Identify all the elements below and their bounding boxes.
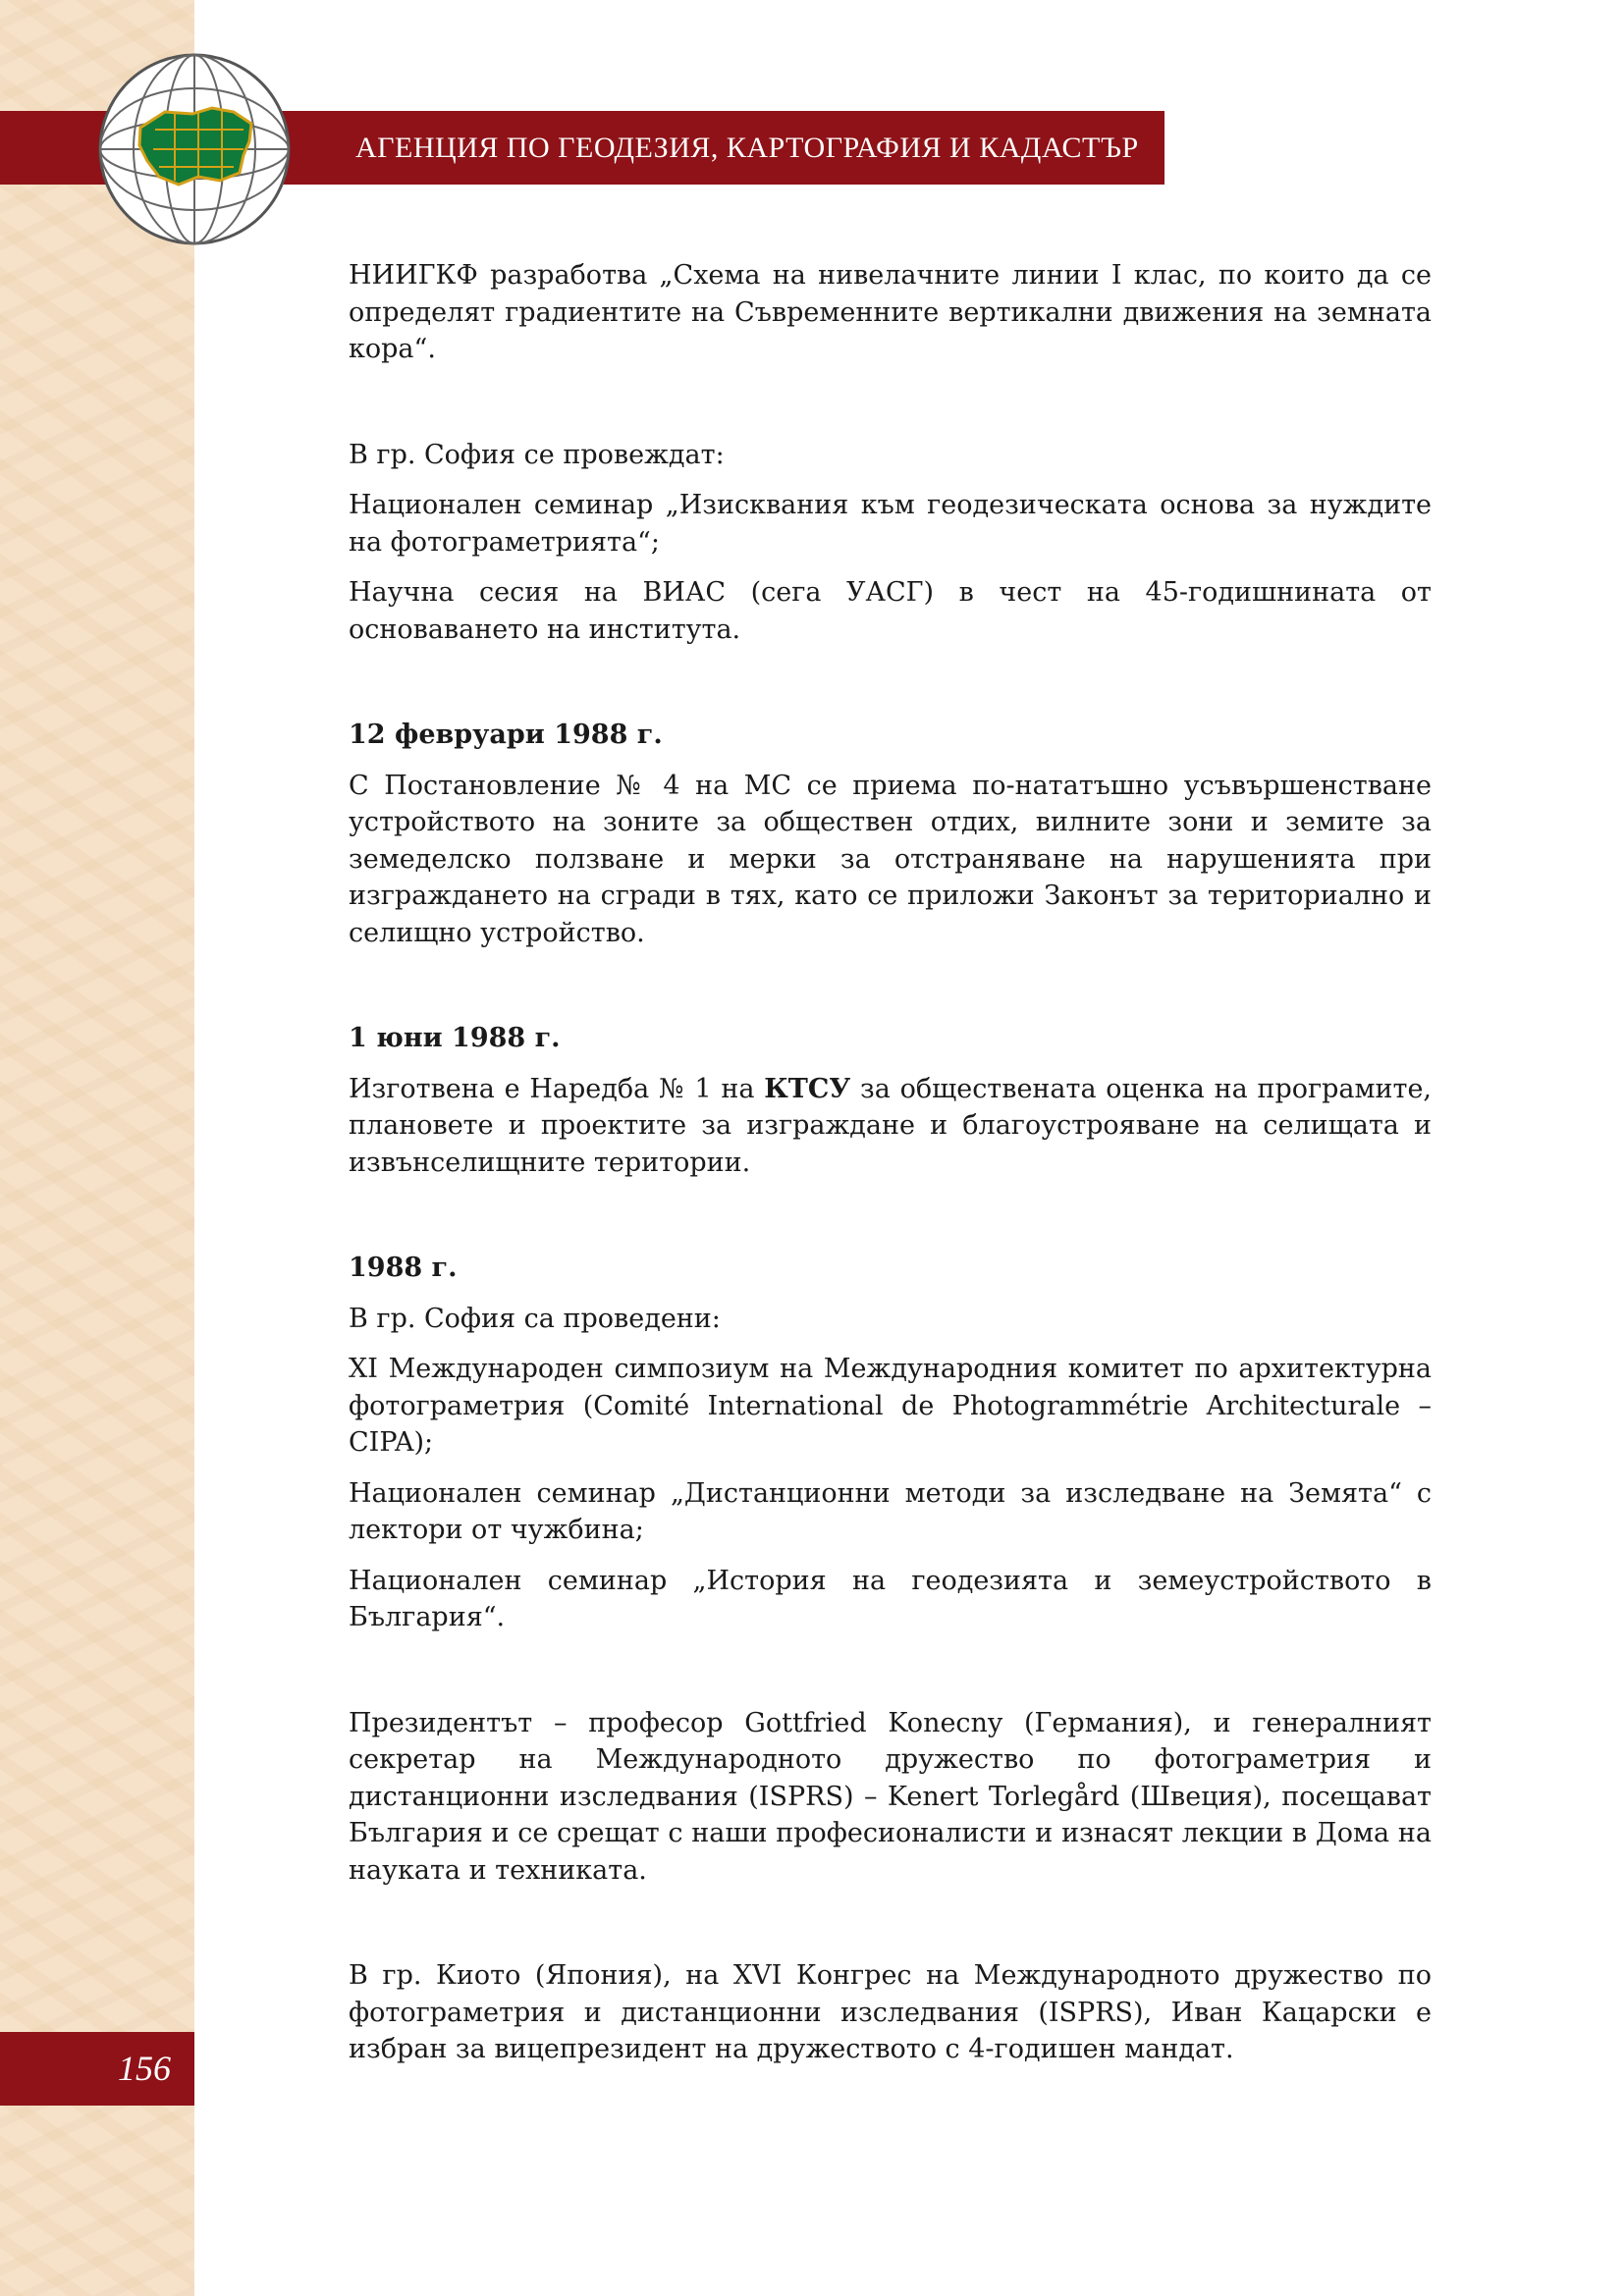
- date-heading: 1988 г.: [349, 1253, 458, 1283]
- paragraph: С Постановление № 4 на МС се приема по-нататъшно усъвършенстване устройството на зоните за обществен отдих, вилните зони и земите за земеделско ползване и мерки за отстраняване на нарушенията при изграждането на сгради в тях, като се приложи Законът за териториално и селищно устройство.: [349, 770, 1432, 948]
- paragraph: XI Международен симпозиум на Международния комитет по архитектурна фотограметрия (Comité International de Photogrammétrie Architecturale – CIPA);: [349, 1354, 1432, 1458]
- paragraph: Национален семинар „Дистанционни методи за изследване на Земята“ с лектори от чужбина;: [349, 1477, 1432, 1545]
- page-number: 156: [118, 2049, 171, 2088]
- agency-title: АГЕНЦИЯ ПО ГЕОДЕЗИЯ, КАРТОГРАФИЯ И КАДАСТЪР: [355, 132, 1139, 164]
- globe-map-icon: [96, 51, 293, 247]
- date-heading: 12 февруари 1988 г.: [349, 720, 663, 750]
- text-span: за обществената оценка на програмите, плановете и проектите за изграждане и благоустрояване на селищата и извънселищните територии.: [349, 1073, 1433, 1178]
- paragraph: Национален семинар „Изисквания към геодезическата основа за нуждите на фотограметрията“;: [349, 490, 1432, 558]
- page-content: [349, 257, 1432, 2082]
- page-number-box: [0, 2032, 194, 2106]
- paragraph: В гр. София се провеждат:: [349, 439, 725, 470]
- paragraph: НИИГКФ разработва „Схема на нивелачните линии I клас, по които да се определят градиентите на Съвременните вертикални движения на земната кора“.: [349, 260, 1432, 364]
- paragraph: Национален семинар „История на геодезията и земеустройството в България“.: [349, 1565, 1432, 1632]
- paragraph: [349, 1071, 1432, 1182]
- text-span: Изготвена е Наредба № 1 на: [349, 1073, 765, 1104]
- paragraph: Президентът – професор Gottfried Konecny (Германия), и генералният секретар на Международното дружество по фотограметрия и дистанционни изследвания (ISPRS) – Kenert Torlegård (Швеция), посещават България и се срещат с наши професионалисти и изнасят лекции в Дома на науката и техниката.: [349, 1707, 1432, 1886]
- date-heading: 1 юни 1988 г.: [349, 1023, 561, 1053]
- decorative-side-strip: [0, 0, 194, 2296]
- paragraph: Научна сесия на ВИАС (сега УАСГ) в чест на 45-годишнината от основаването на института.: [349, 577, 1432, 645]
- paragraph: В гр. София са проведени:: [349, 1303, 721, 1334]
- paragraph: В гр. Киото (Япония), на XVI Конгрес на Международното дружество по фотограметрия и дистанционни изследвания (ISPRS), Иван Кацарски е избран за вицепрезидент на дружеството с 4-годишен мандат.: [349, 1960, 1432, 2064]
- bold-abbreviation: КТСУ: [764, 1073, 851, 1104]
